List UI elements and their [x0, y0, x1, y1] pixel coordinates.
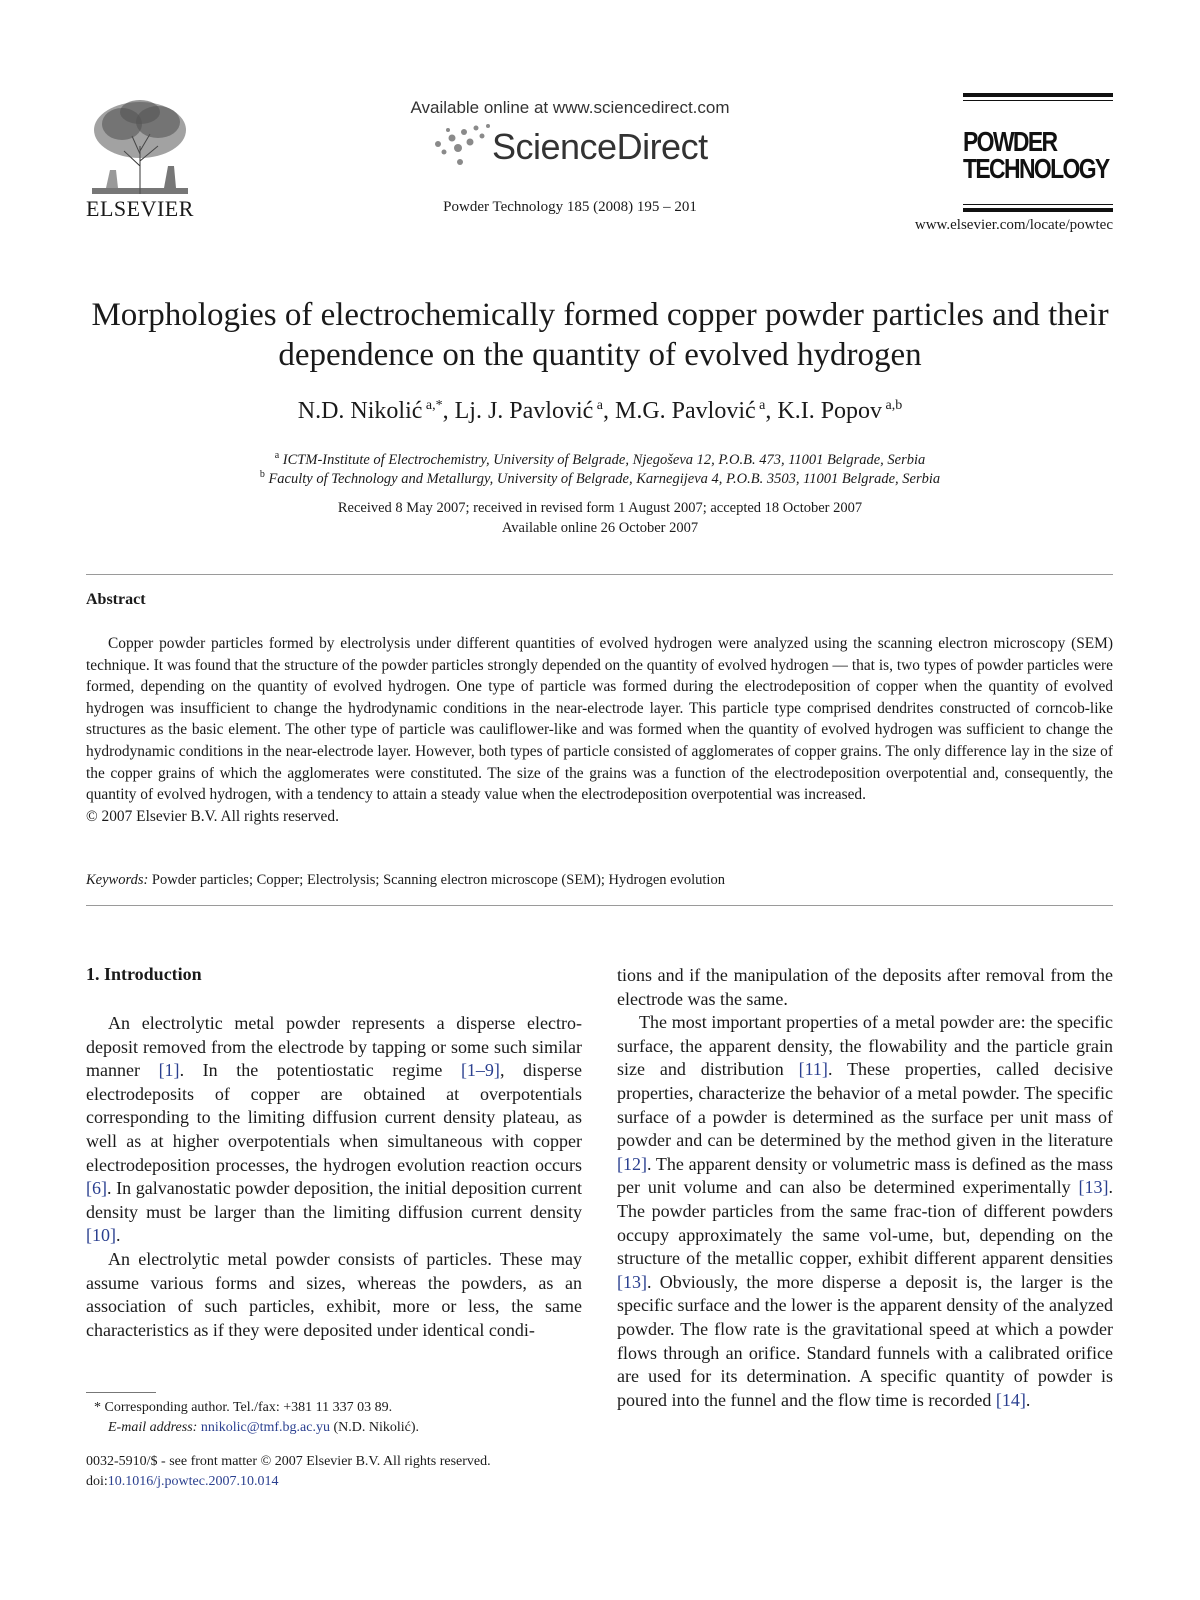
- intro-paragraph-2: An electrolytic metal powder consists of particles. These may assume various forms and sizes, whereas the powders, as an association of such particles, exhibit, more or less, the same characteristics as if they were deposited under identical condi-: [86, 1248, 582, 1340]
- journal-rule-top-thin: [963, 100, 1113, 101]
- keywords-list: Powder particles; Copper; Electrolysis; Scanning electron microscope (SEM); Hydrogen evolution: [151, 872, 725, 888]
- author-affiliation-mark: a: [593, 398, 603, 413]
- author-affiliation-mark: a,b: [882, 398, 903, 413]
- journal-url-link[interactable]: www.elsevier.com/locate/powtec: [914, 217, 1113, 233]
- right-column: [617, 964, 1113, 1412]
- abstract-heading: Abstract: [86, 591, 146, 608]
- author-name: M.G. Pavlović: [614, 398, 756, 424]
- doi-line: [86, 1472, 606, 1492]
- citation-link[interactable]: [1]: [158, 1060, 180, 1081]
- citation-link[interactable]: [13]: [1078, 1177, 1109, 1198]
- issn-line: 0032-5910/$ - see front matter © 2007 Elsevier B.V. All rights reserved.: [86, 1454, 491, 1469]
- publisher-name: ELSEVIER: [86, 196, 194, 221]
- email-link[interactable]: nnikolic@tmf.bg.ac.yu: [200, 1420, 330, 1435]
- author-name: K.I. Popov: [777, 398, 883, 424]
- front-matter: [86, 1452, 606, 1492]
- intro-paragraph-1: An electrolytic metal powder represents a disperse electro-deposit removed from the electrode by tapping or some such similar manner [1]. In the potentiostatic regime [1–9], disperse electrodeposits of copper are obtained at overpotentials corresponding to the limiting diffusion current density plateau, as well as at higher overpotentials when simultaneous with copper electrodeposition processes, the hydrogen evolution reaction occurs [6]. In galvanostatic powder deposition, the initial deposition current density must be larger than the limiting diffusion current density [10].: [86, 1013, 583, 1246]
- citation-link[interactable]: [10]: [86, 1225, 116, 1246]
- available-online-date: Available online 26 October 2007: [501, 520, 699, 536]
- author-affiliation-mark: a,*: [422, 398, 443, 413]
- available-online-text[interactable]: Available online at www.sciencedirect.com: [410, 98, 730, 117]
- citation-link[interactable]: [6]: [86, 1178, 107, 1199]
- journal-citation: Powder Technology 185 (2008) 195 – 201: [443, 199, 697, 215]
- citation-link[interactable]: [14]: [995, 1389, 1026, 1410]
- affiliation-text: ICTM-Institute of Electrochemistry, University of Belgrade, Njegoševa 12, P.O.B. 473, 11001 Belgrade, Serbia: [282, 451, 926, 468]
- email-label: E-mail address:: [108, 1420, 198, 1435]
- corresponding-author-footnote: [86, 1398, 606, 1438]
- intro-paragraph-3: The most important properties of a metal powder are: the specific surface, the apparent density, the flowability and the particle grain size and distribution [11]. These properties, called decisive properties, characterize the behavior of a metal powder. The specific surface of a powder is determined as the surface per unit mass of powder and can be determined by the method given in the literature [12]. The apparent density or volumetric mass is defined as the mass per unit volume and can also be determined experimentally [13]. The powder particles from the same frac-tion of different powders occupy approximately the same vol-ume, but, depending on the structure of the metallic copper, exhibit different apparent densities [13]. Obviously, the more disperse a deposit is, the larger is the specific surface and the lower is the apparent density of the analyzed powder. The flow rate is the gravitational speed at which a powder flows through an orifice. Standard funnels with a calibrated orifice are used for its determination. A specific quantity of powder is poured into the funnel and the flow time is recorded [14].: [617, 1012, 1113, 1410]
- affiliation-mark: b: [259, 469, 265, 480]
- affiliation-a: [80, 450, 1120, 469]
- article-title-line1: Morphologies of electrochemically formed copper powder particles and their: [91, 297, 1109, 333]
- affiliation-text: Faculty of Technology and Metallurgy, University of Belgrade, Karnegijeva 4, P.O.B. 3503, 11001 Belgrade, Serbia: [268, 470, 941, 487]
- journal-logo-line1: POWDER: [963, 126, 1057, 157]
- author-affiliation-mark: a: [755, 398, 766, 413]
- journal-logo-line2: TECHNOLOGY: [963, 153, 1109, 184]
- journal-rule-bottom: [963, 208, 1113, 212]
- footnote-rule: [86, 1392, 156, 1393]
- divider-bottom: [86, 905, 1113, 906]
- email-line: [86, 1418, 606, 1438]
- keywords-label: Keywords:: [86, 872, 149, 888]
- keywords-line: [86, 872, 1113, 889]
- citation-link[interactable]: [1–9]: [460, 1060, 500, 1081]
- journal-rule-bottom-thin: [963, 204, 1113, 205]
- affiliation-mark: a: [274, 450, 280, 461]
- citation-link[interactable]: [12]: [617, 1153, 647, 1174]
- doi-label: doi:: [86, 1474, 108, 1489]
- author-name: N.D. Nikolić: [297, 398, 423, 424]
- abstract-copyright: © 2007 Elsevier B.V. All rights reserved.: [86, 807, 339, 825]
- author-list: N.D. Nikolić $^{a,*}$, Lj. J. Pavlović $^a$, M.G. Pavlović $^a$, K.I. Popov $^{a,b}$: [297, 398, 903, 424]
- abstract-body: [86, 633, 1113, 827]
- citation-link[interactable]: [11]: [798, 1059, 828, 1080]
- divider-top: [86, 574, 1113, 575]
- abstract-paragraph: Copper powder particles formed by electrolysis under different quantities of evolved hydrogen were analyzed using the scanning electron microscopy (SEM) technique. It was found that the structure of the powder particles strongly depended on the quantity of evolved hydrogen — that is, two types of powder particles were formed, depending on the quantity of evolved hydrogen. One type of particle was formed during the electrodeposition of copper when the quantity of evolved hydrogen was insufficient to change the hydrodynamic conditions in the near-electrode layer. This particle type comprised dendrites constructed of corncob-like structures as the basic element. The other type of particle was cauliflower-like and was formed when the quantity of evolved hydrogen was sufficient to change the hydrodynamic conditions in the near-electrode layer. However, both types of particle consisted of agglomerates of copper grains. The only difference lay in the size of the copper grains of which the agglomerates were constituted. The size of the grains was a function of the electrodeposition overpotential and, consequently, the quantity of evolved hydrogen, with a tendency to attain a steady value when the electrodeposition overpotential was increased.: [86, 635, 1113, 804]
- section-heading-introduction: 1. Introduction: [86, 964, 202, 984]
- intro-paragraph-continued: tions and if the manipulation of the deposits after removal from the electrode was the same.: [617, 965, 1113, 1009]
- corresponding-author-line: * Corresponding author. Tel./fax: +381 11 337 03 89.: [94, 1400, 393, 1415]
- article-title: [60, 295, 1140, 375]
- article-title-line2: dependence on the quantity of evolved hydrogen: [278, 337, 922, 373]
- sciencedirect-dots-icon: [430, 122, 494, 170]
- sciencedirect-logo[interactable]: [430, 120, 730, 176]
- journal-logo: [963, 126, 1109, 184]
- sciencedirect-wordmark: ScienceDirect: [492, 126, 708, 167]
- received-dates: Received 8 May 2007; received in revised form 1 August 2007; accepted 18 October 2007: [337, 500, 863, 516]
- author-name: Lj. J. Pavlović: [454, 398, 594, 424]
- citation-link[interactable]: [13]: [617, 1271, 647, 1292]
- affiliation-b: [80, 469, 1120, 488]
- left-column: [86, 1012, 582, 1342]
- doi-link[interactable]: 10.1016/j.powtec.2007.10.014: [107, 1474, 279, 1489]
- journal-rule-top: [963, 93, 1113, 97]
- email-suffix: (N.D. Nikolić).: [333, 1420, 420, 1435]
